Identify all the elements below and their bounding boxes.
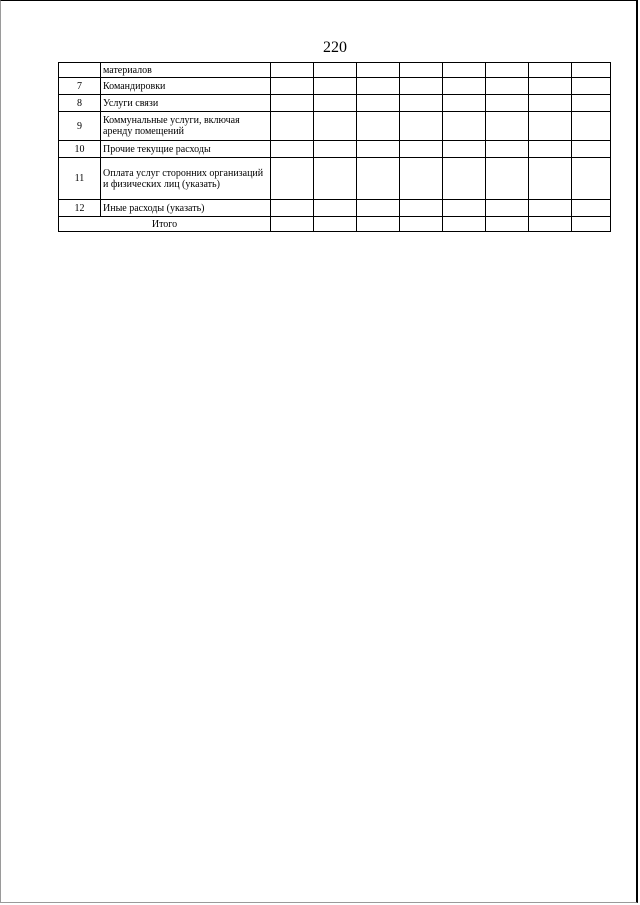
value-cell bbox=[486, 78, 529, 95]
value-cell bbox=[314, 63, 357, 78]
row-name: Оплата услуг сторонних организаций и физических лиц (указать) bbox=[101, 158, 271, 200]
value-cell bbox=[357, 78, 400, 95]
row-number: 7 bbox=[59, 78, 101, 95]
row-number: 11 bbox=[59, 158, 101, 200]
value-cell bbox=[400, 200, 443, 217]
value-cell bbox=[443, 158, 486, 200]
value-cell bbox=[443, 200, 486, 217]
table-row bbox=[59, 200, 611, 217]
value-cell bbox=[271, 200, 314, 217]
value-cell bbox=[400, 78, 443, 95]
value-cell bbox=[400, 112, 443, 141]
value-cell bbox=[314, 95, 357, 112]
value-cell bbox=[357, 95, 400, 112]
expenses-table bbox=[58, 62, 611, 232]
page-number: 220 bbox=[323, 39, 347, 56]
value-cell bbox=[443, 63, 486, 78]
total-value-cell bbox=[486, 217, 529, 232]
value-cell bbox=[529, 78, 572, 95]
value-cell bbox=[314, 112, 357, 141]
value-cell bbox=[271, 158, 314, 200]
value-cell bbox=[357, 200, 400, 217]
row-name: Командировки bbox=[101, 78, 271, 95]
row-number: 9 bbox=[59, 112, 101, 141]
value-cell bbox=[486, 112, 529, 141]
total-value-cell bbox=[529, 217, 572, 232]
row-name: Прочие текущие расходы bbox=[101, 141, 271, 158]
row-name: Иные расходы (указать) bbox=[101, 200, 271, 217]
value-cell bbox=[529, 141, 572, 158]
row-name: Коммунальные услуги, включая аренду помещений bbox=[101, 112, 271, 141]
total-value-cell bbox=[443, 217, 486, 232]
value-cell bbox=[572, 112, 611, 141]
value-cell bbox=[314, 158, 357, 200]
value-cell bbox=[314, 78, 357, 95]
table-row bbox=[59, 112, 611, 141]
value-cell bbox=[572, 95, 611, 112]
total-value-cell bbox=[271, 217, 314, 232]
value-cell bbox=[529, 112, 572, 141]
table-row bbox=[59, 141, 611, 158]
row-number: 12 bbox=[59, 200, 101, 217]
value-cell bbox=[271, 141, 314, 158]
value-cell bbox=[271, 112, 314, 141]
row-number: 8 bbox=[59, 95, 101, 112]
value-cell bbox=[271, 95, 314, 112]
value-cell bbox=[529, 158, 572, 200]
value-cell bbox=[572, 158, 611, 200]
row-name: Услуги связи bbox=[101, 95, 271, 112]
value-cell bbox=[486, 158, 529, 200]
table-row bbox=[59, 78, 611, 95]
value-cell bbox=[486, 141, 529, 158]
value-cell bbox=[357, 63, 400, 78]
table-row bbox=[59, 63, 611, 78]
total-value-cell bbox=[314, 217, 357, 232]
value-cell bbox=[572, 78, 611, 95]
value-cell bbox=[400, 141, 443, 158]
value-cell bbox=[443, 141, 486, 158]
value-cell bbox=[443, 95, 486, 112]
value-cell bbox=[572, 63, 611, 78]
value-cell bbox=[486, 200, 529, 217]
total-label: Итого bbox=[59, 217, 271, 232]
row-name: материалов bbox=[101, 63, 271, 78]
value-cell bbox=[529, 95, 572, 112]
value-cell bbox=[271, 63, 314, 78]
value-cell bbox=[572, 141, 611, 158]
value-cell bbox=[486, 95, 529, 112]
value-cell bbox=[357, 158, 400, 200]
total-value-cell bbox=[572, 217, 611, 232]
table-row bbox=[59, 158, 611, 200]
value-cell bbox=[529, 63, 572, 78]
value-cell bbox=[400, 95, 443, 112]
value-cell bbox=[400, 158, 443, 200]
value-cell bbox=[400, 63, 443, 78]
value-cell bbox=[357, 141, 400, 158]
value-cell bbox=[271, 78, 314, 95]
total-value-cell bbox=[400, 217, 443, 232]
value-cell bbox=[443, 78, 486, 95]
row-number: 10 bbox=[59, 141, 101, 158]
value-cell bbox=[572, 200, 611, 217]
row-number bbox=[59, 63, 101, 78]
value-cell bbox=[314, 200, 357, 217]
value-cell bbox=[443, 112, 486, 141]
table-row bbox=[59, 95, 611, 112]
value-cell bbox=[357, 112, 400, 141]
total-row bbox=[59, 217, 611, 232]
total-value-cell bbox=[357, 217, 400, 232]
value-cell bbox=[486, 63, 529, 78]
value-cell bbox=[529, 200, 572, 217]
value-cell bbox=[314, 141, 357, 158]
